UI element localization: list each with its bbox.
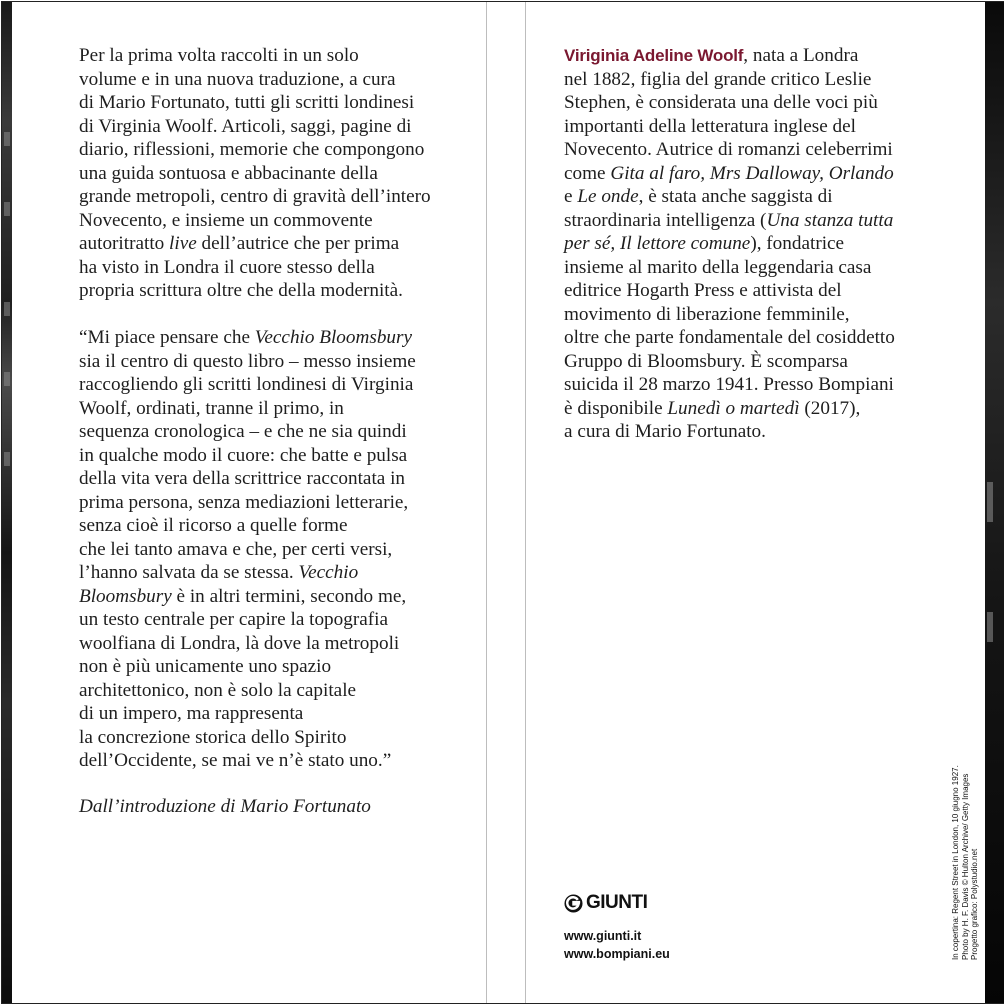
quote-paragraph: “Mi piace pensare che Vecchio Bloomsbury sia il centro di questo libro – messo insieme raccogliendo gli scritti londinesi di Virginia Woolf, ordinati, tranne il primo, in sequenza cronologica – e che ne sia quindi in qualche modo il cuore: che batte e pulsa della vita vera della scrittrice raccontata in prima persona, senza mediazioni letterarie, senza cioè il ricorso a quelle forme che lei tanto amava e che, per certi versi, l’hanno salvata da se stessa. Vecchio Bloomsbury è in altri termini, secondo me, un testo centrale per capire la topografia woolfiana di Londra, là dove la metropoli non è più unicamente uno spazio architettonico, non è solo la capitale di un impero, ma rappresenta la concrezione storica dello Spirito dell’Occidente, se mai ve n’è stato uno.” [79,327,416,771]
quote-attribution: Dall’introduzione di Mario Fortunato [79,795,371,817]
giunti-g-logo-icon [564,894,583,913]
author-bio: Viriginia Adeline Woolf, nata a Londra nel 1882, figlia del grande critico Leslie Stephen, è considerata una delle voci più importanti della letteratura inglese del Novecento. Autrice di romanzi celeberrimi come Gita al faro, Mrs Dalloway, Orlando e Le onde, è stata anche saggista di straordinaria intelligenza (Una stanza tutta per sé, Il lettore comune), fondatrice insieme al marito della leggendaria casa editrice Hogarth Press e attivista del movimento di liberazione femminile, oltre che parte fondamentale del cosiddetto Gruppo di Bloomsbury. È scomparsa suicida il 28 marzo 1941. Presso Bompiani è disponibile Lunedì o martedì (2017), a cura di Mario Fortunato. [564,45,895,442]
author-name: Viriginia Adeline Woolf [564,46,744,65]
publisher-logo [564,892,647,914]
cover-photo-edge-left [2,2,12,1003]
left-flap-text [79,44,489,818]
cover-photo-edge-right [985,2,1004,1003]
fold-line-right [525,2,526,1003]
cover-credits: In copertina: Regent Street in London, 10 giugno 1927. Photo by H. F. Davis © Hulton Archive/ Getty Images Progetto grafico: Polystudio.net [951,765,979,960]
publisher-urls [564,927,670,963]
publisher-name: GIUNTI [586,892,648,913]
description-paragraph: Per la prima volta raccolti in un solo volume e in una nuova traduzione, a cura di Mario Fortunato, tutti gli scritti londinesi di Virginia Woolf. Articoli, saggi, pagine di diario, riflessioni, memorie che compongono una guida sontuosa e abbacinante della grande metropoli, centro di gravità dell’intero Novecento, e insieme un commovente autoritratto live dell’autrice che per prima ha visto in Londra il cuore stesso della propria scrittura oltre che della modernità. [79,45,431,301]
giunti-url: www.giunti.it [564,929,642,943]
bompiani-url: www.bompiani.eu [564,947,670,961]
